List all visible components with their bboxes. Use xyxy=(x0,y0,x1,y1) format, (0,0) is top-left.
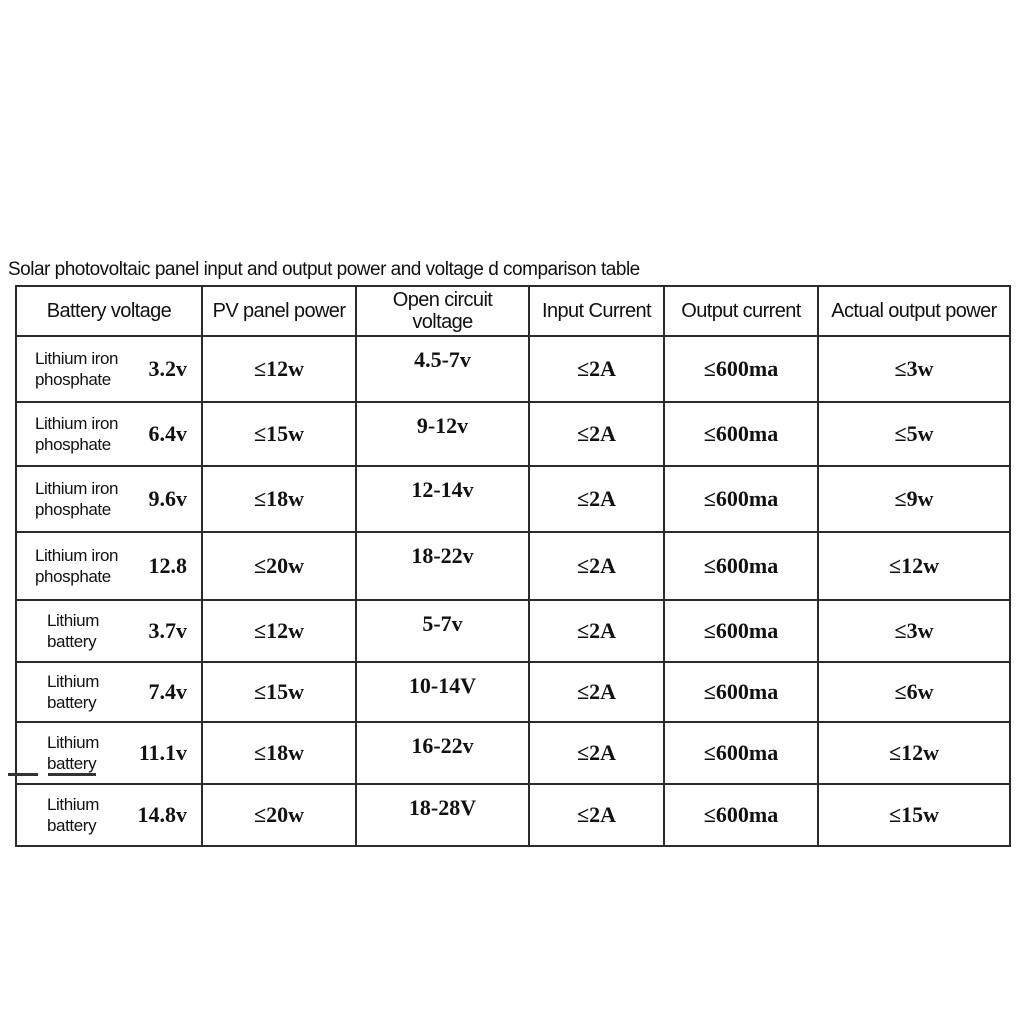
output-current-cell: ≤600ma xyxy=(664,532,818,600)
output-current-cell: ≤600ma xyxy=(664,466,818,532)
comparison-table xyxy=(15,285,1011,847)
output-power-cell: ≤6w xyxy=(818,662,1010,722)
table-caption: Solar photovoltaic panel input and output power and voltage d comparison table xyxy=(8,259,640,280)
battery-voltage-value: 3.2v xyxy=(148,356,187,381)
output-power-cell: ≤3w xyxy=(818,336,1010,402)
open-circuit-cell: 10-14V xyxy=(356,662,529,722)
pv-power-cell: ≤15w xyxy=(202,402,356,466)
header-row xyxy=(16,286,1010,336)
header-battery-voltage: Battery voltage xyxy=(16,286,202,336)
battery-type: Lithium iron phosphate xyxy=(35,349,119,389)
input-current-cell: ≤2A xyxy=(529,336,664,402)
battery-voltage-value: 9.6v xyxy=(148,486,187,511)
header-output-current: Output current xyxy=(664,286,818,336)
table-row xyxy=(16,402,1010,466)
open-circuit-cell: 18-28V xyxy=(356,784,529,846)
battery-type: Lithium iron phosphate xyxy=(35,414,119,454)
battery-type: Lithium battery xyxy=(47,672,100,712)
battery-type: Lithium battery xyxy=(47,611,100,651)
header-pv-panel-power: PV panel power xyxy=(202,286,356,336)
battery-voltage-value: 12.8 xyxy=(148,553,187,578)
table-row xyxy=(16,466,1010,532)
battery-cell xyxy=(16,532,202,600)
pv-power-cell: ≤20w xyxy=(202,532,356,600)
battery-type: Lithium iron phosphate xyxy=(35,546,119,586)
battery-cell xyxy=(16,466,202,532)
cropped-text-fragment xyxy=(8,770,98,778)
open-circuit-cell: 5-7v xyxy=(356,600,529,662)
battery-type: Lithium iron phosphate xyxy=(35,479,119,519)
output-current-cell: ≤600ma xyxy=(664,722,818,784)
pv-power-cell: ≤12w xyxy=(202,336,356,402)
output-current-cell: ≤600ma xyxy=(664,662,818,722)
battery-cell xyxy=(16,402,202,466)
header-open-circuit-voltage xyxy=(356,286,529,336)
pv-power-cell: ≤18w xyxy=(202,722,356,784)
battery-type: Lithium battery xyxy=(47,733,100,773)
open-circuit-cell: 12-14v xyxy=(356,466,529,532)
pv-power-cell: ≤12w xyxy=(202,600,356,662)
output-current-cell: ≤600ma xyxy=(664,336,818,402)
input-current-cell: ≤2A xyxy=(529,662,664,722)
output-power-cell: ≤3w xyxy=(818,600,1010,662)
open-circuit-cell: 9-12v xyxy=(356,402,529,466)
header-input-current: Input Current xyxy=(529,286,664,336)
output-current-cell: ≤600ma xyxy=(664,600,818,662)
battery-voltage-value: 6.4v xyxy=(148,421,187,446)
table-row xyxy=(16,600,1010,662)
table-row xyxy=(16,662,1010,722)
battery-cell xyxy=(16,662,202,722)
table-row xyxy=(16,532,1010,600)
output-current-cell: ≤600ma xyxy=(664,402,818,466)
output-power-cell: ≤15w xyxy=(818,784,1010,846)
pv-power-cell: ≤18w xyxy=(202,466,356,532)
output-power-cell: ≤12w xyxy=(818,722,1010,784)
input-current-cell: ≤2A xyxy=(529,784,664,846)
battery-type: Lithium battery xyxy=(47,795,100,835)
table-row xyxy=(16,784,1010,846)
input-current-cell: ≤2A xyxy=(529,532,664,600)
header-actual-output-power: Actual output power xyxy=(818,286,1010,336)
table-row xyxy=(16,336,1010,402)
open-circuit-cell: 16-22v xyxy=(356,722,529,784)
open-circuit-cell: 18-22v xyxy=(356,532,529,600)
input-current-cell: ≤2A xyxy=(529,466,664,532)
battery-cell xyxy=(16,784,202,846)
open-circuit-cell: 4.5-7v xyxy=(356,336,529,402)
input-current-cell: ≤2A xyxy=(529,600,664,662)
output-power-cell: ≤9w xyxy=(818,466,1010,532)
input-current-cell: ≤2A xyxy=(529,722,664,784)
table-row xyxy=(16,722,1010,784)
battery-cell xyxy=(16,600,202,662)
battery-voltage-value: 7.4v xyxy=(148,679,187,704)
output-power-cell: ≤12w xyxy=(818,532,1010,600)
battery-voltage-value: 11.1v xyxy=(138,740,187,765)
output-power-cell: ≤5w xyxy=(818,402,1010,466)
battery-voltage-value: 14.8v xyxy=(137,802,187,827)
input-current-cell: ≤2A xyxy=(529,402,664,466)
battery-cell xyxy=(16,336,202,402)
battery-voltage-value: 3.7v xyxy=(148,618,187,643)
pv-power-cell: ≤15w xyxy=(202,662,356,722)
pv-power-cell: ≤20w xyxy=(202,784,356,846)
header-open-circuit-voltage-text: Open circuit voltage xyxy=(392,289,493,333)
output-current-cell: ≤600ma xyxy=(664,784,818,846)
